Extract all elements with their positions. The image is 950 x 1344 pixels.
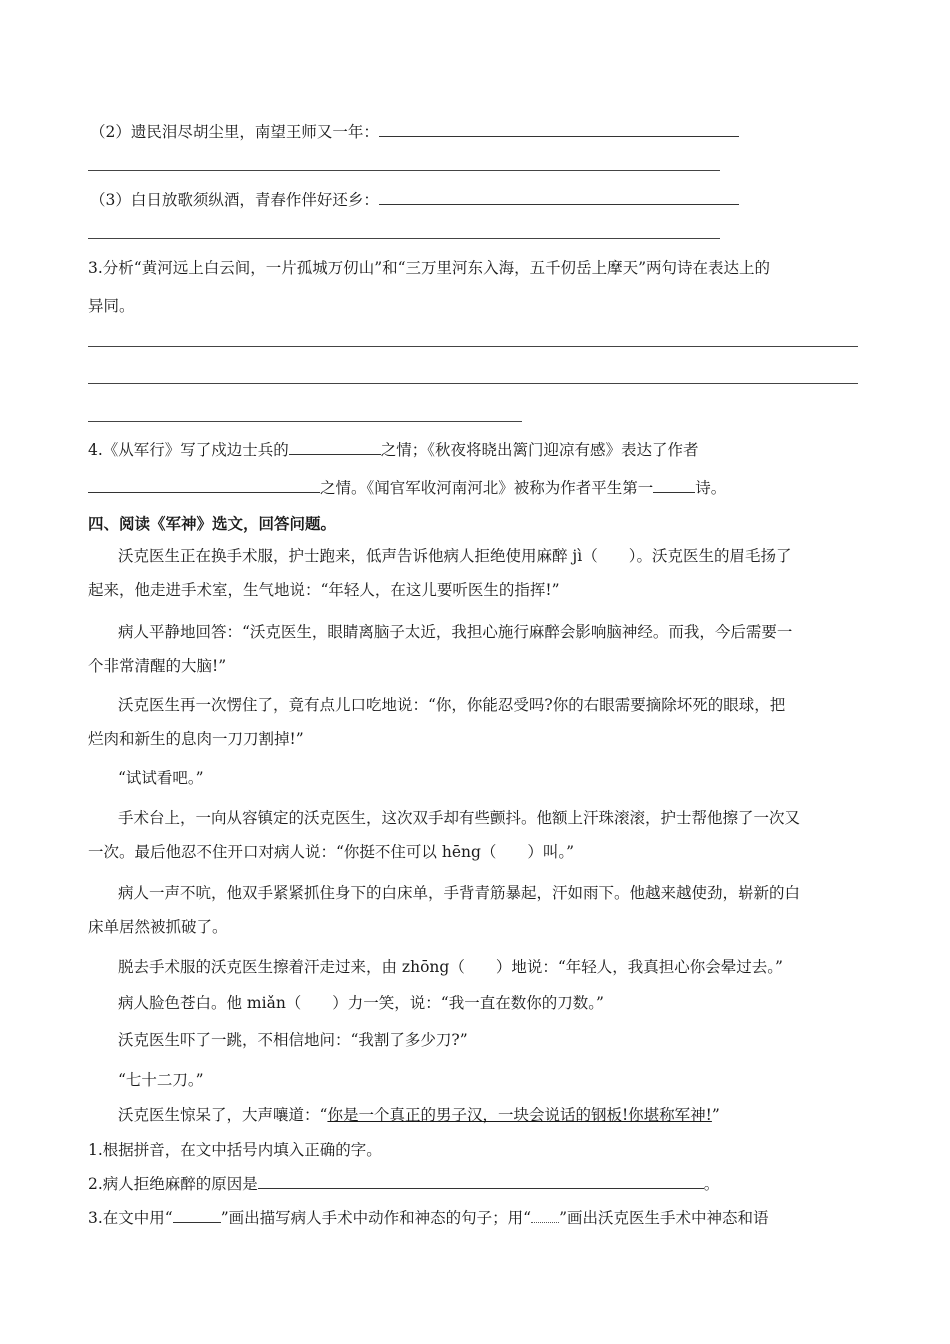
passage-p8: 病人脸色苍白。他 miǎn（ ）力一笑，说：“我一直在数你的刀数。” xyxy=(118,994,604,1012)
section-heading: 四、阅读《军神》选文，回答问题。 xyxy=(88,514,337,533)
answer-line[interactable] xyxy=(88,383,858,384)
passage-p6a: 病人一声不吭，他双手紧紧抓住身下的白床单，手背青筋暴起，汗如雨下。他越来越使劲，崭新的白 xyxy=(118,884,801,902)
q3-line1: 3.分析“黄河远上白云间，一片孤城万仞山”和“三万里河东入海，五千仞岳上摩天”两句诗在表达上的 xyxy=(88,259,770,277)
passage-p1a: 沃克医生正在换手术服，护士跑来，低声告诉他病人拒绝使用麻醉 jì（ ）。沃克医生的眉毛扬了 xyxy=(118,547,792,565)
passage-p3a: 沃克医生再一次愣住了，竟有点儿口吃地说：“你，你能忍受吗?你的右眼需要摘除坏死的眼球，把 xyxy=(118,696,786,714)
passage-p2b: 个非常清醒的大脑!” xyxy=(88,657,227,675)
passage-p5b: 一次。最后他忍不住开口对病人说：“你挺不住可以 hēng（ ）叫。” xyxy=(88,843,575,861)
question-3 xyxy=(88,1208,769,1228)
q4-line2 xyxy=(88,478,726,498)
passage-p10: “七十二刀。” xyxy=(118,1071,204,1089)
passage-p11-post: ” xyxy=(711,1106,720,1124)
answer-blank[interactable] xyxy=(258,1174,704,1189)
passage-p9: 沃克医生吓了一跳，不相信地问：“我割了多少刀?” xyxy=(118,1031,468,1049)
question-3-text-a: 3.在文中用“ xyxy=(88,1209,173,1227)
answer-line[interactable] xyxy=(88,346,858,347)
answer-blank[interactable] xyxy=(88,478,320,493)
passage-p5a: 手术台上，一向从容镇定的沃克医生，这次双手却有些颤抖。他额上汗珠滚滚，护士帮他擦了一次又 xyxy=(118,809,801,827)
q2-item3-text: （3）白日放歌须纵酒，青春作伴好还乡： xyxy=(90,191,379,209)
answer-blank[interactable] xyxy=(379,190,739,205)
question-3-text-c: ”画出沃克医生手术中神态和语 xyxy=(559,1209,769,1227)
q4-text-b: 之情；《秋夜将晓出篱门迎凉有感》表达了作者 xyxy=(380,441,699,459)
passage-p3b: 烂肉和新生的息肉一刀刀割掉!” xyxy=(88,730,304,748)
q3-line2: 异同。 xyxy=(88,297,135,315)
passage-p2a: 病人平静地回答：“沃克医生，眼睛离脑子太近，我担心施行麻醉会影响脑神经。而我，今后需要一 xyxy=(118,623,793,641)
passage-p4: “试试看吧。” xyxy=(118,769,204,787)
straight-underline-sample xyxy=(173,1208,221,1223)
wavy-underline-sample xyxy=(531,1210,559,1223)
passage-p11-pre: 沃克医生惊呆了，大声嚷道：“ xyxy=(118,1106,328,1124)
answer-blank[interactable] xyxy=(379,122,739,137)
q4-text-d: 诗。 xyxy=(695,479,727,497)
underlined-quote: 你是一个真正的男子汉，一块会说话的钢板!你堪称军神! xyxy=(327,1106,712,1124)
question-2 xyxy=(88,1174,719,1194)
q2-item2 xyxy=(90,122,739,142)
answer-line[interactable] xyxy=(88,421,522,422)
q2-item2-text: （2）遗民泪尽胡尘里，南望王师又一年： xyxy=(90,123,379,141)
q4-line1 xyxy=(88,440,699,460)
passage-p11 xyxy=(118,1105,720,1125)
passage-p6b: 床单居然被抓破了。 xyxy=(88,918,228,936)
answer-blank[interactable] xyxy=(653,478,695,493)
question-2-end: 。 xyxy=(703,1175,720,1193)
q4-text-c: 之情。《闻官军收河南河北》被称为作者平生第一 xyxy=(320,479,654,497)
answer-line[interactable] xyxy=(88,238,720,239)
passage-p7: 脱去手术服的沃克医生擦着汗走过来，由 zhōng（ ）地说：“年轻人，我真担心你会晕过去。” xyxy=(118,958,783,976)
question-3-text-b: ”画出描写病人手术中动作和神态的句子；用“ xyxy=(220,1209,532,1227)
question-1: 1.根据拼音，在文中括号内填入正确的字。 xyxy=(88,1141,382,1159)
answer-blank[interactable] xyxy=(289,440,381,455)
q2-item3 xyxy=(90,190,739,210)
answer-line[interactable] xyxy=(88,170,720,171)
question-2-text: 2.病人拒绝麻醉的原因是 xyxy=(88,1175,258,1193)
passage-p1b: 起来，他走进手术室，生气地说：“年轻人，在这儿要听医生的指挥!” xyxy=(88,581,560,599)
q4-text-a: 4.《从军行》写了戍边士兵的 xyxy=(88,441,289,459)
